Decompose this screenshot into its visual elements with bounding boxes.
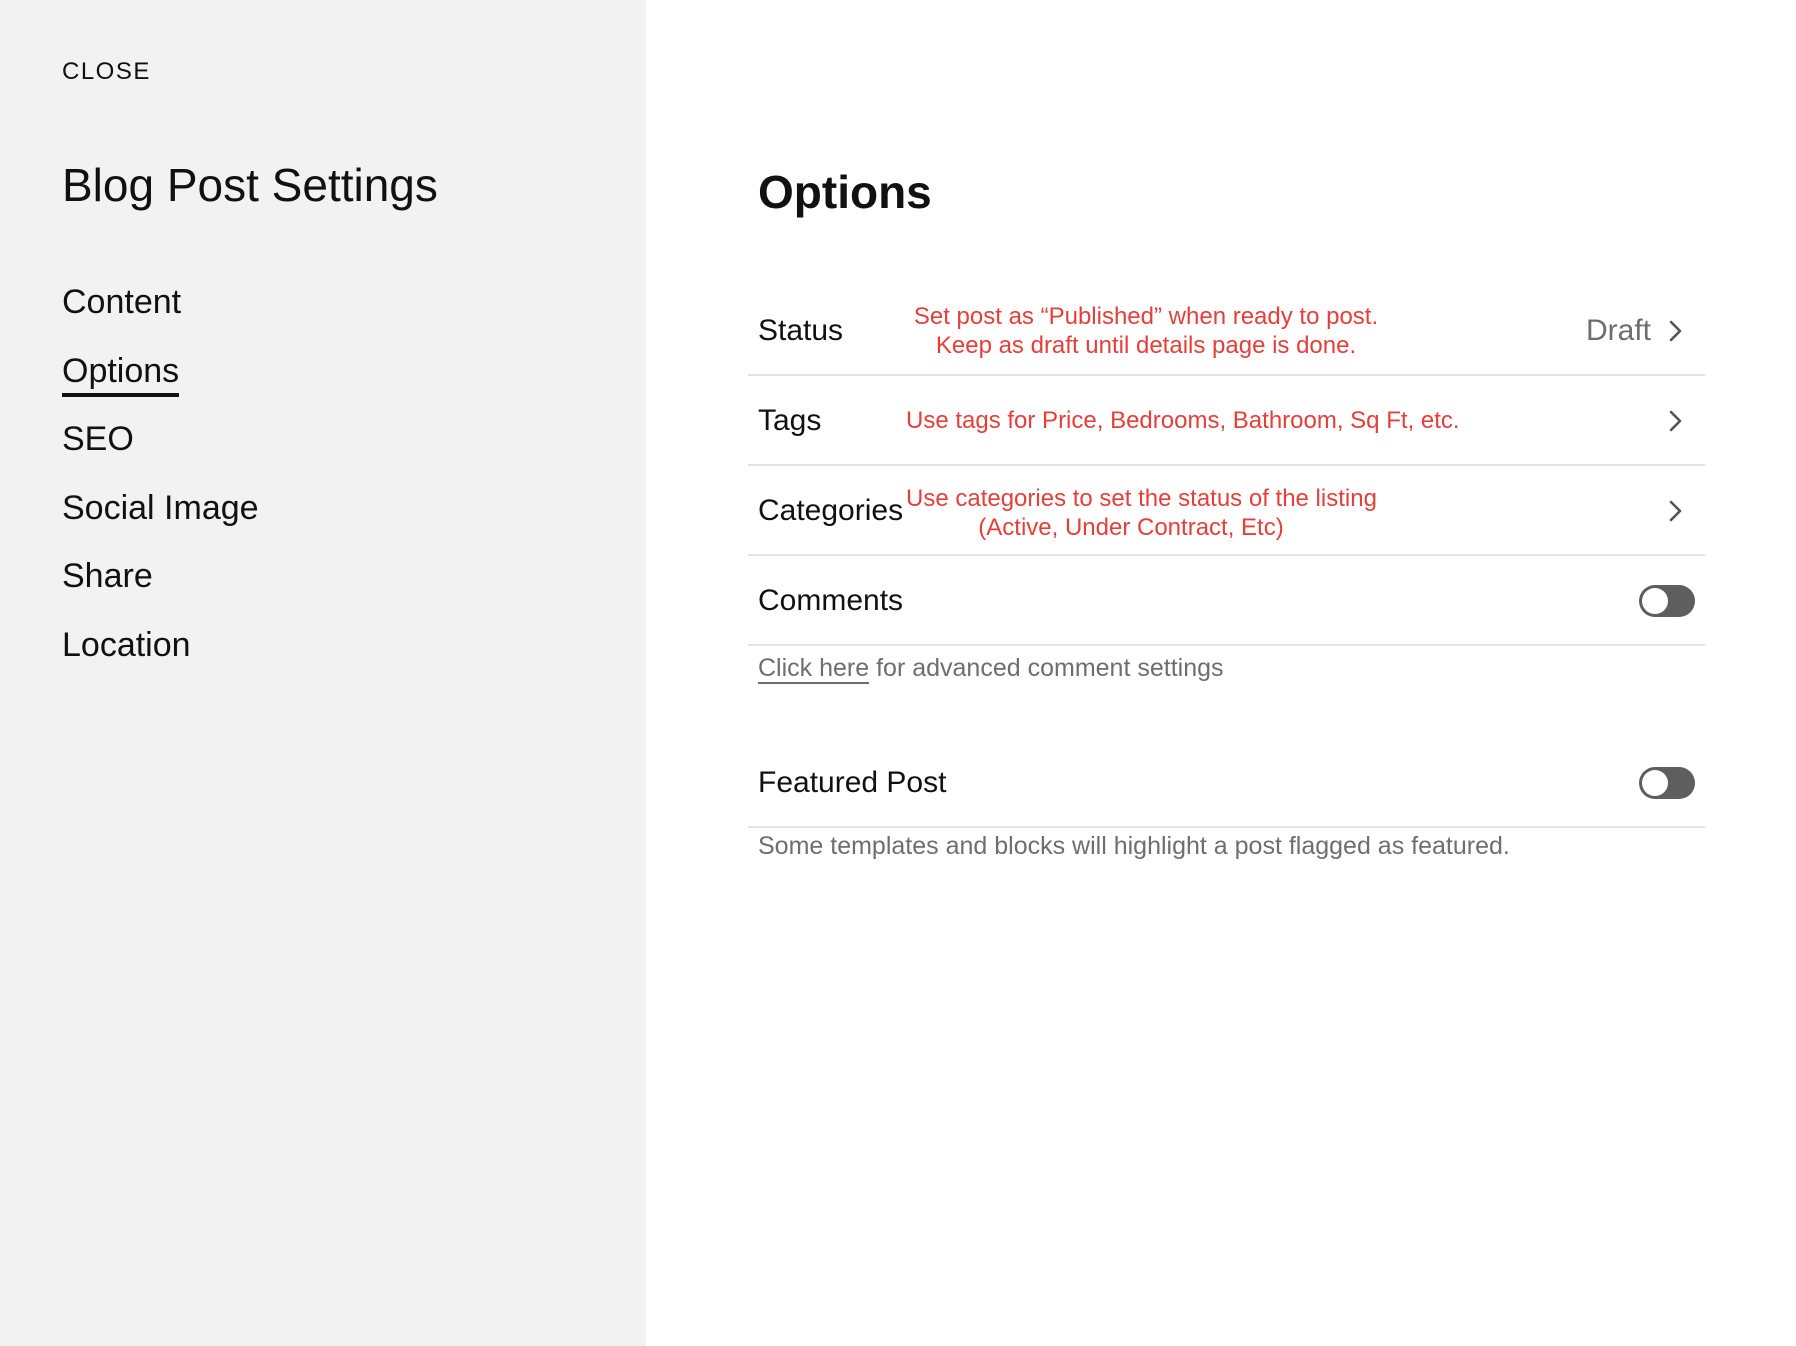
status-row[interactable] (748, 286, 1705, 376)
chevron-right-icon (1663, 409, 1687, 433)
sidebar-item-content[interactable] (62, 282, 259, 351)
comments-label: Comments (758, 584, 904, 617)
status-annotation (906, 302, 1386, 360)
status-annotation-line2: Keep as draft until details page is done. (935, 332, 1357, 359)
tags-annotation (906, 406, 1460, 435)
tags-label: Tags (758, 404, 822, 437)
sidebar-title: Blog Post Settings (62, 159, 438, 211)
sidebar-item-label: Share (62, 557, 153, 595)
status-value: Draft (1585, 314, 1651, 347)
sidebar-item-label: Location (62, 625, 191, 664)
featured-post-row (748, 738, 1705, 828)
advanced-comment-settings-link[interactable]: Click here (758, 654, 870, 682)
chevron-right-icon (1663, 499, 1687, 523)
sidebar-item-label: SEO (62, 420, 134, 458)
toggle-knob (1642, 588, 1668, 614)
featured-post-label: Featured Post (758, 766, 947, 799)
page-title: Options (758, 166, 932, 218)
chevron-right-icon (1663, 319, 1687, 343)
settings-sidebar (0, 0, 646, 1346)
categories-annotation-line2: (Active, Under Contract, Etc) (978, 514, 1284, 541)
sidebar-item-social-image[interactable] (62, 488, 259, 557)
featured-post-toggle[interactable] (1639, 767, 1695, 799)
comments-helper-text (758, 654, 1224, 683)
status-label: Status (758, 314, 844, 347)
options-list (748, 286, 1705, 646)
settings-nav (62, 282, 259, 693)
featured-helper-text: Some templates and blocks will highlight a post flagged as featured. (758, 832, 1510, 860)
sidebar-item-label: Social Image (62, 488, 259, 527)
sidebar-item-label: Content (62, 283, 182, 321)
sidebar-item-share[interactable] (62, 556, 259, 625)
comments-helper-rest: for advanced comment settings (869, 654, 1224, 682)
close-button[interactable]: CLOSE (62, 58, 151, 85)
sidebar-item-options[interactable] (62, 351, 259, 420)
comments-row (748, 556, 1705, 646)
tags-row[interactable] (748, 376, 1705, 466)
toggle-knob (1642, 770, 1668, 796)
categories-annotation (906, 484, 1377, 542)
options-panel (646, 0, 1796, 1346)
featured-section (748, 738, 1705, 828)
tags-annotation-line1: Use tags for Price, Bedrooms, Bathroom, Sq Ft, etc. (906, 407, 1460, 434)
sidebar-item-label: Options (62, 351, 179, 397)
sidebar-item-seo[interactable] (62, 419, 259, 488)
categories-annotation-line1: Use categories to set the status of the listing (906, 485, 1377, 512)
status-annotation-line1: Set post as “Published” when ready to post. (913, 303, 1379, 330)
sidebar-item-location[interactable] (62, 625, 259, 694)
comments-toggle[interactable] (1639, 585, 1695, 617)
categories-row[interactable] (748, 466, 1705, 556)
categories-label: Categories (758, 494, 904, 527)
